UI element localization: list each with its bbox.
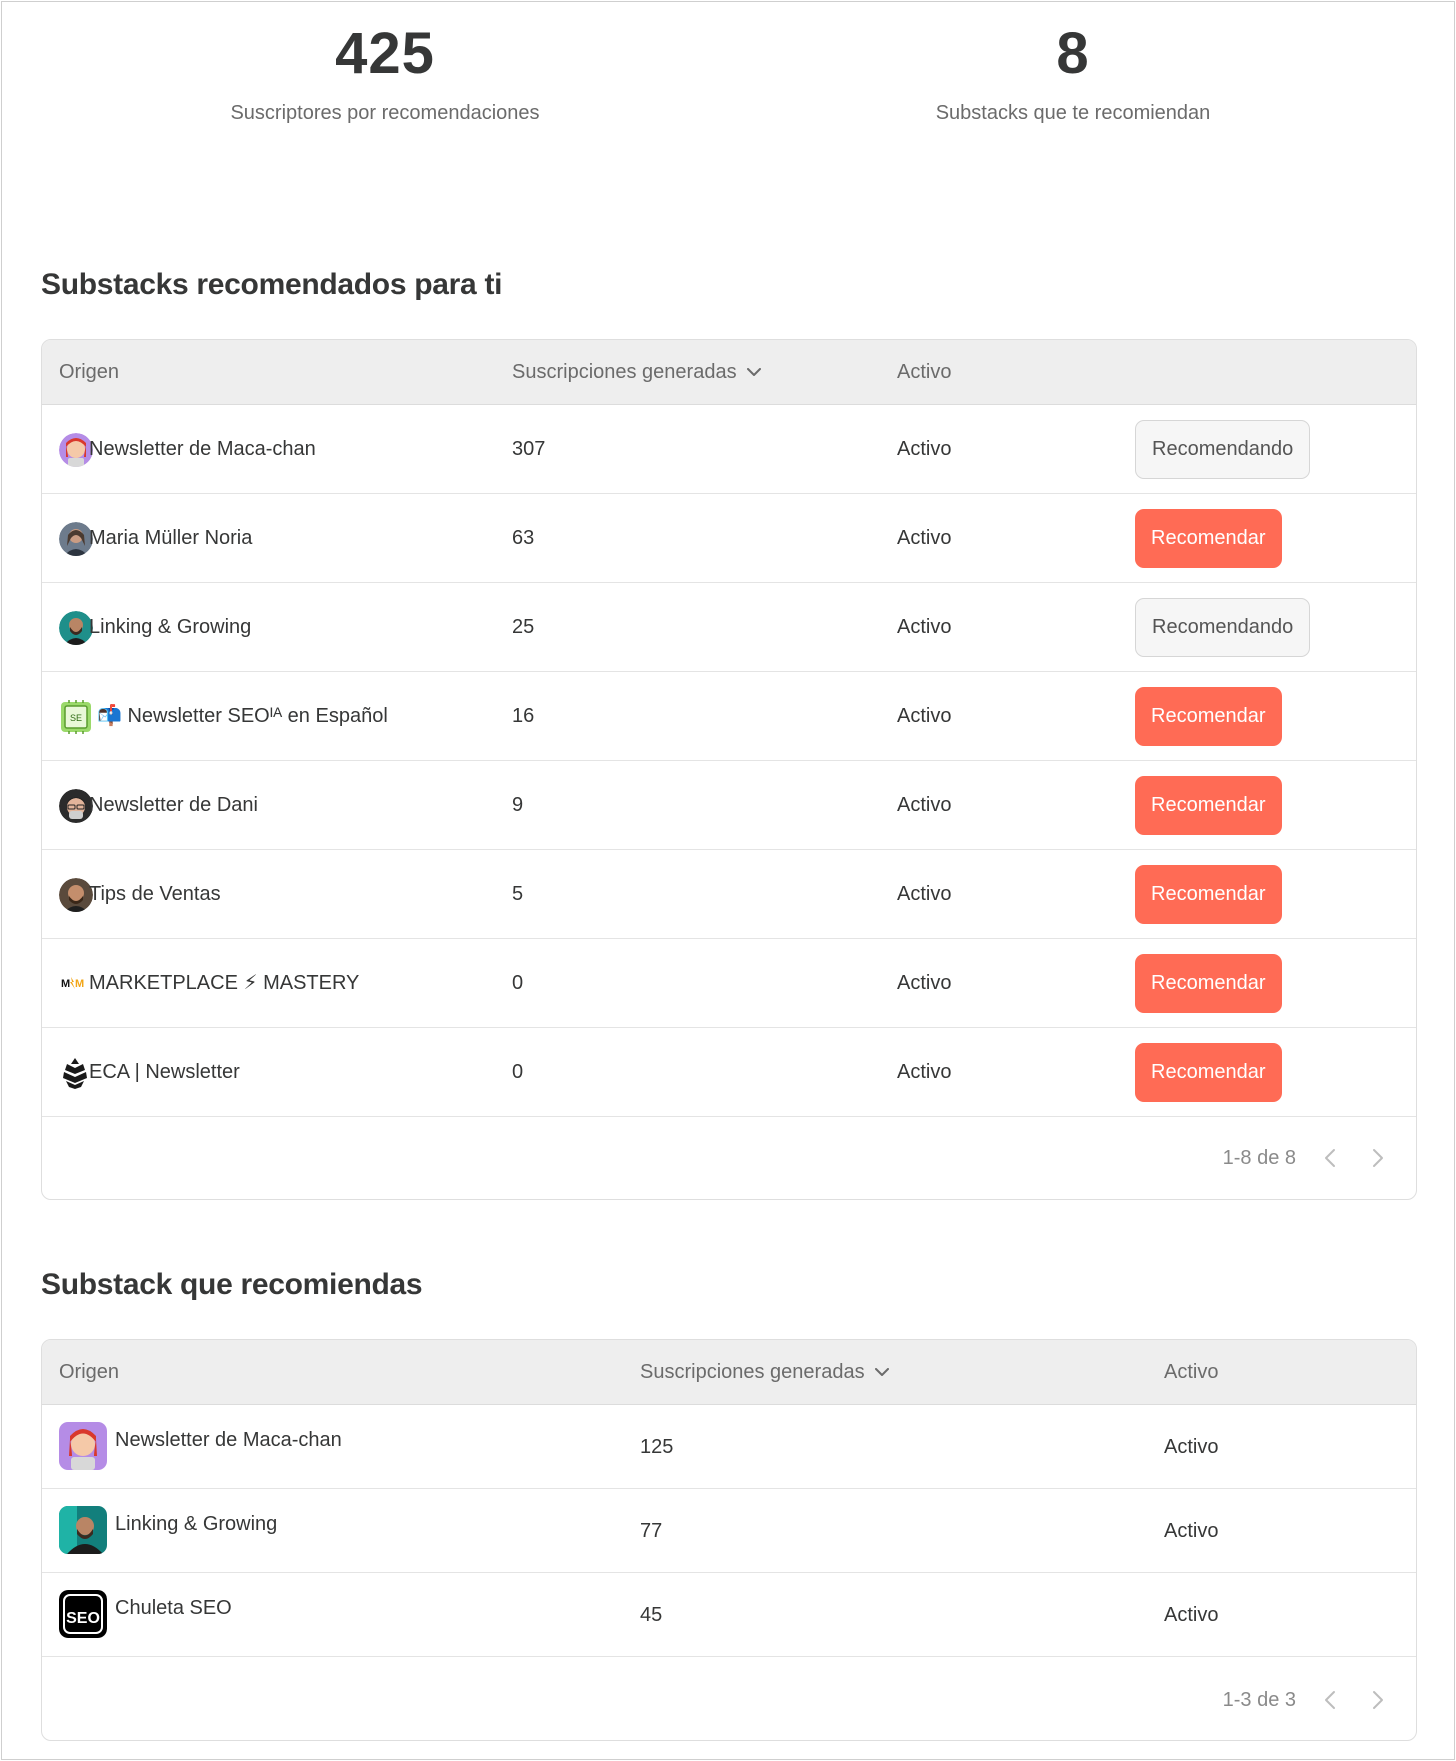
recommend-button[interactable]: Recomendar xyxy=(1135,1043,1282,1102)
recommend-button[interactable]: Recomendar xyxy=(1135,687,1282,746)
stat-label: Suscriptores por recomendaciones xyxy=(230,102,540,124)
status-text: Activo xyxy=(897,705,952,727)
purple-memoji-avatar xyxy=(59,433,93,467)
recommended-for-you-table xyxy=(41,339,1417,1200)
subscriptions-count: 9 xyxy=(512,794,524,816)
pagination xyxy=(42,1117,1416,1199)
source-name[interactable]: Maria Müller Noria xyxy=(89,527,253,549)
source-name[interactable]: ECA | Newsletter xyxy=(89,1061,240,1083)
photo-avatar xyxy=(59,611,93,645)
column-header-label: Suscripciones generadas xyxy=(512,361,737,383)
status-text: Activo xyxy=(1164,1436,1219,1458)
chevron-down-icon xyxy=(747,368,761,377)
photo-avatar xyxy=(59,878,93,912)
svg-text:M: M xyxy=(75,978,85,990)
chevron-left-icon[interactable] xyxy=(1324,1148,1336,1173)
table-row xyxy=(42,850,1416,939)
chevron-left-icon[interactable] xyxy=(1324,1690,1336,1715)
subscriptions-count: 0 xyxy=(512,972,524,994)
subscriptions-count: 25 xyxy=(512,616,535,638)
source-name[interactable]: Chuleta SEO xyxy=(115,1597,232,1619)
source-name[interactable]: Linking & Growing xyxy=(115,1513,278,1535)
pagination xyxy=(42,1660,1416,1740)
status-text: Activo xyxy=(897,972,952,994)
table-row xyxy=(42,405,1416,494)
status-text: Activo xyxy=(1164,1520,1219,1542)
section-title-you-recommend: Substack que recomiendas xyxy=(41,1268,423,1301)
chevron-down-icon xyxy=(875,1368,889,1377)
table-row xyxy=(42,672,1416,761)
source-name[interactable]: Newsletter de Maca-chan xyxy=(89,438,316,460)
source-name[interactable]: Newsletter de Maca-chan xyxy=(115,1429,342,1451)
svg-text:SEO: SEO xyxy=(66,1610,100,1627)
memoji-avatar xyxy=(59,789,93,823)
source-name[interactable]: Tips de Ventas xyxy=(89,883,221,905)
section-title-recommended-for-you: Substacks recomendados para ti xyxy=(41,268,503,301)
column-header-origin: Origen xyxy=(59,1361,120,1383)
subscriptions-count: 0 xyxy=(512,1061,524,1083)
column-header-label: Suscripciones generadas xyxy=(640,1361,865,1383)
chevron-right-icon[interactable] xyxy=(1372,1148,1384,1173)
svg-text:M: M xyxy=(61,978,71,990)
recommending-button[interactable]: Recomendando xyxy=(1135,598,1310,657)
seo-chip-avatar xyxy=(59,700,93,734)
table-header xyxy=(42,1340,1416,1405)
subscriptions-count: 45 xyxy=(640,1604,663,1626)
table-row xyxy=(42,1405,1416,1489)
table-row xyxy=(42,1489,1416,1573)
recommend-button[interactable]: Recomendar xyxy=(1135,509,1282,568)
status-text: Activo xyxy=(897,1061,952,1083)
subscriptions-count: 307 xyxy=(512,438,546,460)
column-header-subscriptions[interactable] xyxy=(640,1340,889,1405)
subscriptions-count: 63 xyxy=(512,527,535,549)
stat-value: 425 xyxy=(335,21,435,86)
recommend-button[interactable]: Recomendar xyxy=(1135,865,1282,924)
recommending-button[interactable]: Recomendando xyxy=(1135,420,1310,479)
table-row xyxy=(42,939,1416,1028)
source-name[interactable]: 📬 Newsletter SEOᴵᴬ en Español xyxy=(97,705,388,727)
subscriptions-count: 125 xyxy=(640,1436,674,1458)
purple-memoji-avatar xyxy=(59,1422,107,1470)
status-text: Activo xyxy=(897,438,952,460)
table-row xyxy=(42,761,1416,850)
table-row xyxy=(42,583,1416,672)
column-header-active: Activo xyxy=(1164,1361,1219,1383)
status-text: Activo xyxy=(897,794,952,816)
column-header-subscriptions[interactable] xyxy=(512,340,761,405)
table-row xyxy=(42,494,1416,583)
subscriptions-count: 5 xyxy=(512,883,524,905)
pinecone-logo xyxy=(61,1056,89,1090)
status-text: Activo xyxy=(897,883,952,905)
source-name[interactable]: Newsletter de Dani xyxy=(89,794,258,816)
photo-avatar xyxy=(59,522,93,556)
status-text: Activo xyxy=(897,527,952,549)
status-text: Activo xyxy=(897,616,952,638)
you-recommend-table xyxy=(41,1339,1417,1741)
photo-avatar xyxy=(59,1506,107,1554)
status-text: Activo xyxy=(1164,1604,1219,1626)
subscriptions-count: 77 xyxy=(640,1520,663,1542)
recommend-button[interactable]: Recomendar xyxy=(1135,954,1282,1013)
table-row xyxy=(42,1573,1416,1657)
source-name[interactable]: MARKETPLACE ⚡ MASTERY xyxy=(89,972,360,994)
svg-text:SE: SE xyxy=(69,713,83,723)
table-row xyxy=(42,1028,1416,1117)
chevron-right-icon[interactable] xyxy=(1372,1690,1384,1715)
page-frame xyxy=(1,1,1455,1760)
mm-logo xyxy=(59,973,89,993)
pagination-range: 1-8 de 8 xyxy=(1222,1147,1296,1169)
seo-logo xyxy=(59,1590,107,1638)
stat-label: Substacks que te recomiendan xyxy=(935,102,1211,124)
stat-recommending-substacks xyxy=(823,18,1323,125)
source-name[interactable]: Linking & Growing xyxy=(89,616,252,638)
column-header-origin: Origen xyxy=(59,361,120,383)
recommend-button[interactable]: Recomendar xyxy=(1135,776,1282,835)
stat-subscribers-by-recommendations xyxy=(135,18,635,125)
pagination-range: 1-3 de 3 xyxy=(1222,1689,1296,1711)
table-header xyxy=(42,340,1416,405)
column-header-active: Activo xyxy=(897,361,952,383)
stat-value: 8 xyxy=(1056,21,1090,86)
subscriptions-count: 16 xyxy=(512,705,535,727)
